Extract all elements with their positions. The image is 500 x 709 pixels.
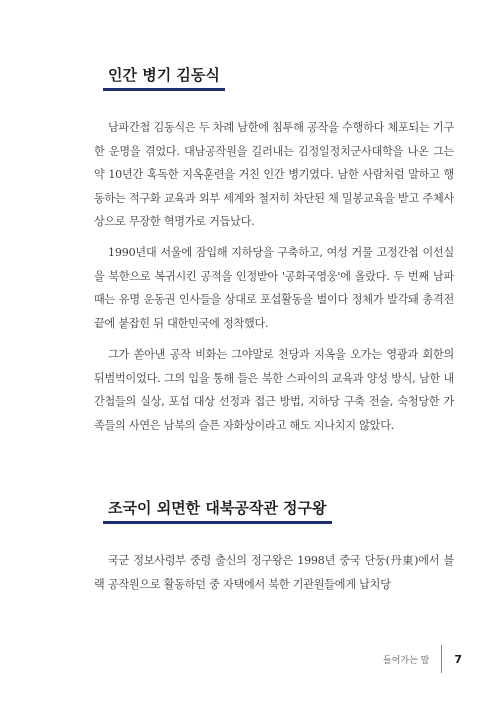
section-heading-jung-guwang: 조국이 외면한 대북공작관 정구왕 — [103, 497, 332, 524]
body-paragraph: 1990년대 서울에 잠입해 지하당을 구축하고, 여성 거물 고정간첩 이선실을 북한으로 복귀시킨 공적을 인정받아 '공화국영웅'에 올랐다. 두 번째 남파 때는 유명 운동권 인사들을 상대로 포섭활동을 벌이다 정체가 발각돼 총격전 끝에 붙잡힌 뒤 대한민국에 정착했다. — [94, 246, 454, 330]
page-footer — [383, 645, 462, 673]
body-paragraph: 그가 쏟아낸 공작 비화는 그야말로 천당과 지옥을 오가는 영광과 회한의 뒤범벅이었다. 그의 입을 통해 들은 북한 스파이의 교육과 양성 방식, 남한 내 간첩들의 실상, 포섭 대상 선정과 접근 방법, 지하당 구축 전술, 숙청당한 가족들의 사연은 남북의 슬픈 자화상이라고 해도 지나치지 않았다. — [94, 348, 454, 432]
page-number: 7 — [454, 652, 462, 666]
body-paragraph: 남파간첩 김동식은 두 차례 남한에 침투해 공작을 수행하다 체포되는 기구한 운명을 겪었다. 대남공작원을 길러내는 김정일정치군사대학을 나온 그는 약 10년간 혹독한 지옥훈련을 거친 인간 병기였다. 남한 사람처럼 말하고 행동하는 적구화 교육과 외부 세계와 철저히 차단된 채 밀봉교육을 받고 주체사상으로 무장한 혁명가로 거듭났다. — [94, 121, 454, 228]
section-heading-kim-dongsik: 인간 병기 김동식 — [103, 64, 225, 91]
running-title: 들어가는 말 — [383, 655, 430, 666]
body-paragraph: 국군 정보사령부 중령 출신의 정구왕은 1998년 중국 단둥(丹東)에서 블랙 공작원으로 활동하던 중 자택에서 북한 기관원들에게 납치당 — [94, 554, 454, 591]
footer-divider — [441, 645, 442, 673]
